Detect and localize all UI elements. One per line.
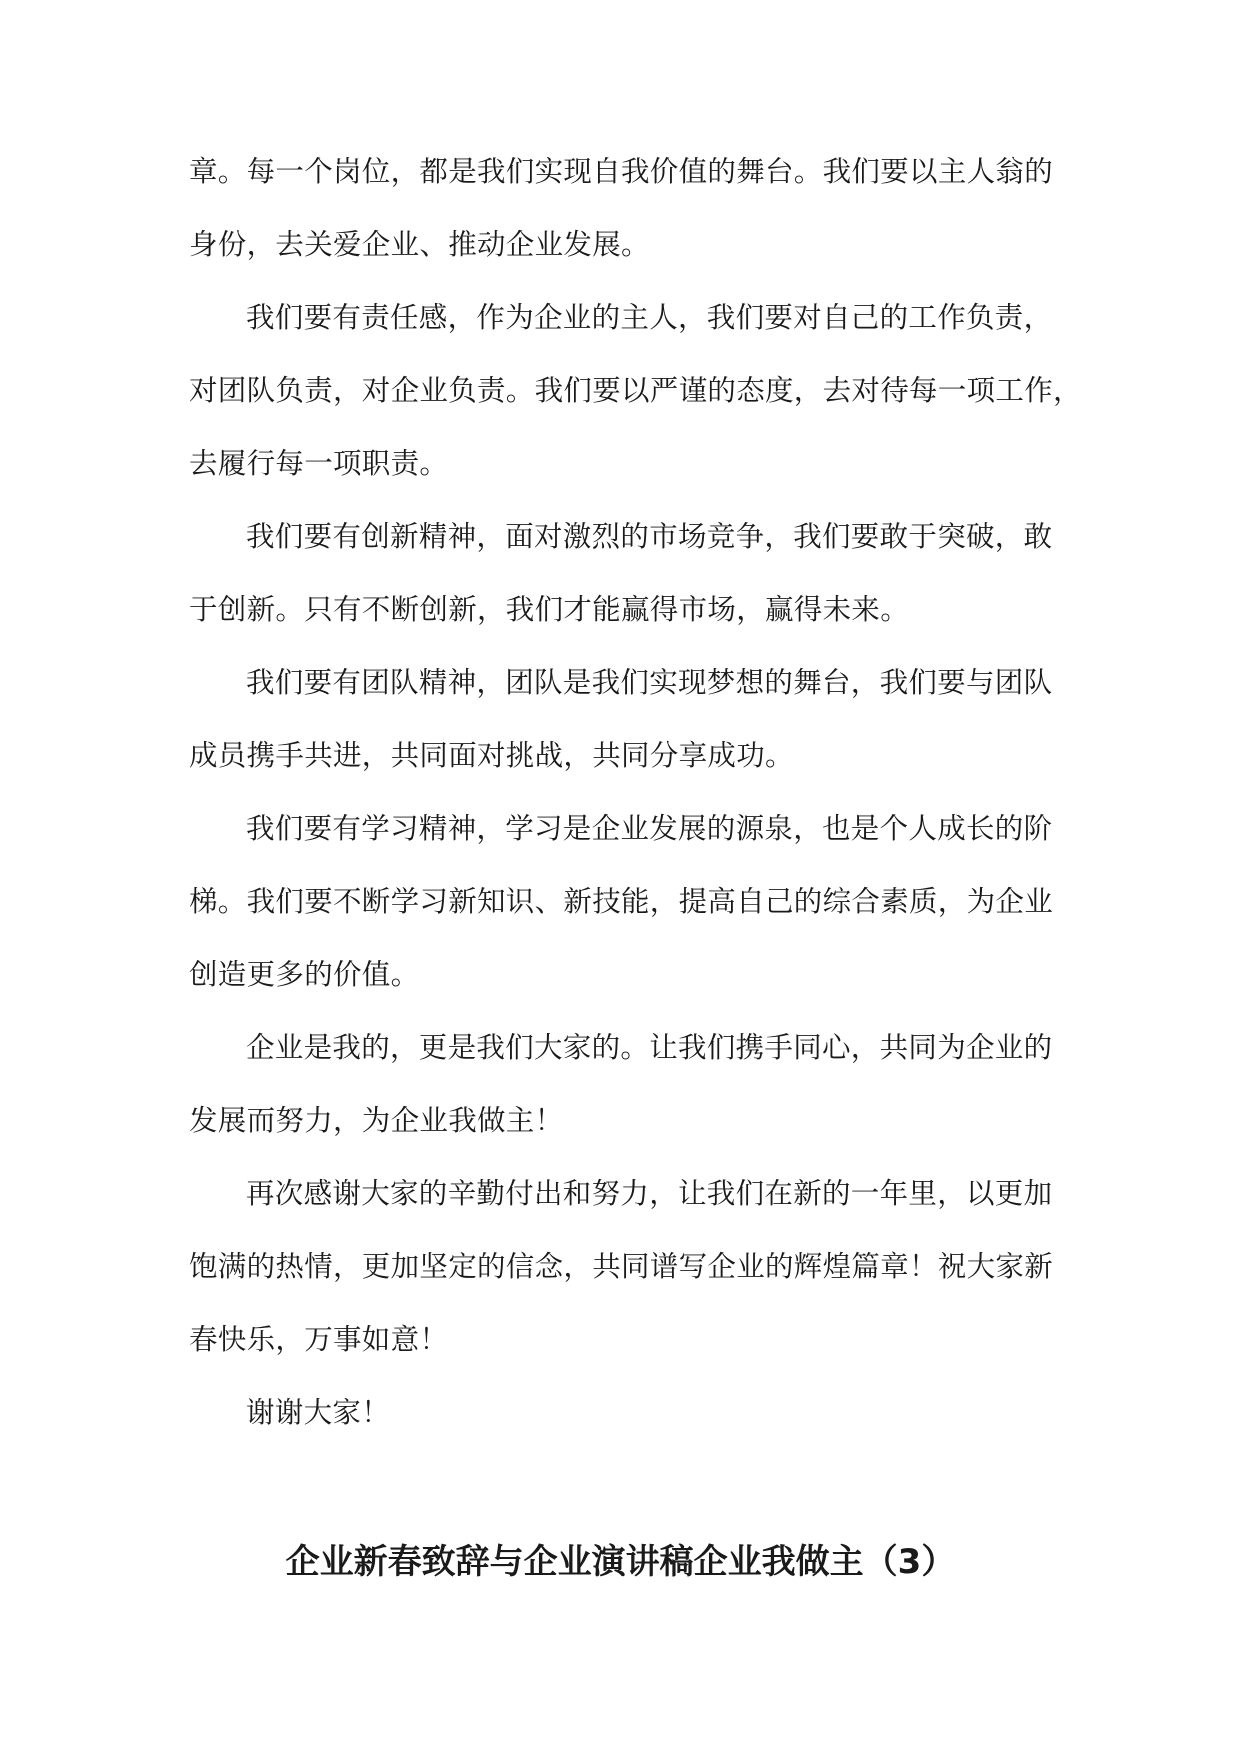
paragraph-start-line: 我们要有学习精神，学习是企业发展的源泉，也是个人成长的阶 [246, 812, 1053, 845]
text-line: 创造更多的价值。 [189, 958, 420, 991]
text-line: 饱满的热情，更加坚定的信念，共同谱写企业的辉煌篇章！祝大家新 [189, 1250, 1054, 1283]
paragraph-start-line: 我们要有团队精神，团队是我们实现梦想的舞台，我们要与团队 [246, 666, 1053, 699]
text-line: 身份，去关爱企业、推动企业发展。 [189, 228, 650, 261]
text-line: 成员携手共进，共同面对挑战，共同分享成功。 [189, 739, 794, 772]
paragraph-start-line: 再次感谢大家的辛勤付出和努力，让我们在新的一年里，以更加 [246, 1177, 1053, 1210]
closing-thanks-line: 谢谢大家！ [246, 1396, 391, 1429]
text-line: 于创新。只有不断创新，我们才能赢得市场，赢得未来。 [189, 593, 910, 626]
text-line: 去履行每一项职责。 [189, 447, 449, 480]
paragraph-start-line: 企业是我的，更是我们大家的。让我们携手同心，共同为企业的 [246, 1031, 1053, 1064]
text-line: 梯。我们要不断学习新知识、新技能，提高自己的综合素质，为企业 [189, 885, 1054, 918]
speech-body [189, 135, 1082, 1449]
section-title: 企业新春致辞与企业演讲稿企业我做主（3） [285, 1542, 956, 1582]
text-line: 章。每一个岗位，都是我们实现自我价值的舞台。我们要以主人翁的 [189, 155, 1054, 188]
text-line: 春快乐，万事如意！ [189, 1323, 449, 1356]
text-line: 发展而努力，为企业我做主！ [189, 1104, 564, 1137]
text-line: 对团队负责，对企业负责。我们要以严谨的态度，去对待每一项工作， [189, 374, 1082, 407]
paragraph-start-line: 我们要有创新精神，面对激烈的市场竞争，我们要敢于突破，敢 [246, 520, 1053, 553]
paragraph-start-line: 我们要有责任感，作为企业的主人，我们要对自己的工作负责， [246, 301, 1053, 334]
